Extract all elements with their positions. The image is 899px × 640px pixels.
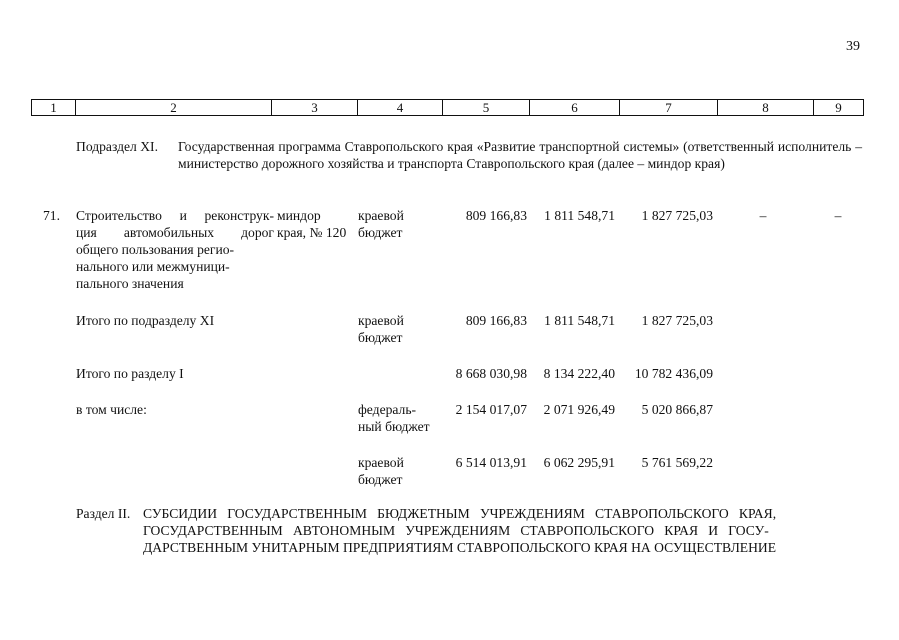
row-executor-line: миндор xyxy=(277,208,321,223)
total-subsection-budget xyxy=(358,312,404,346)
regional-col7: 5 761 569,22 xyxy=(641,455,713,470)
row-executor xyxy=(277,207,346,241)
column-header-cell: 6 xyxy=(530,100,620,116)
regional-col5: 6 514 013,91 xyxy=(455,455,527,470)
federal-col5: 2 154 017,07 xyxy=(455,402,527,417)
column-number-header xyxy=(31,99,864,116)
column-header-cell: 7 xyxy=(620,100,718,116)
column-header-cell: 9 xyxy=(814,100,864,116)
total-section-label: Итого по разделу I xyxy=(76,366,184,381)
total-subsection-col7: 1 827 725,03 xyxy=(641,313,713,328)
section2-title xyxy=(143,505,860,556)
row-executor-line: края, № 120 xyxy=(277,225,347,240)
regional-budget-line: бюджет xyxy=(358,472,403,487)
section2-title-line: ГОСУДАРСТВЕННЫМ АВТОНОМНЫМ УЧРЕЖДЕНИЯМ СТАВРОПОЛЬСКОГО КРАЯ И ГОСУ- xyxy=(143,523,769,538)
column-header-cell: 2 xyxy=(76,100,272,116)
row-value-col6: 1 811 548,71 xyxy=(544,208,615,223)
federal-col6: 2 071 926,49 xyxy=(543,402,615,417)
row-value-col5: 809 166,83 xyxy=(465,208,527,223)
row-number: 71. xyxy=(43,208,60,223)
column-header-cell: 8 xyxy=(718,100,814,116)
total-section-col5: 8 668 030,98 xyxy=(455,366,527,381)
regional-col6: 6 062 295,91 xyxy=(543,455,615,470)
total-section-col6: 8 134 222,40 xyxy=(543,366,615,381)
section2-title-line: СУБСИДИИ ГОСУДАРСТВЕННЫМ БЮДЖЕТНЫМ УЧРЕЖДЕНИЯМ СТАВРОПОЛЬСКОГО КРАЯ, xyxy=(143,506,777,521)
total-subsection-label: Итого по подразделу XI xyxy=(76,313,215,328)
total-subsection-budget-line: краевой xyxy=(358,313,404,328)
column-header-cell: 3 xyxy=(272,100,358,116)
including-label: в том числе: xyxy=(76,402,147,417)
total-section-col7: 10 782 436,09 xyxy=(634,366,713,381)
total-subsection-col6: 1 811 548,71 xyxy=(544,313,615,328)
row-name-line: нального или межмуници- xyxy=(76,259,230,274)
section2-label: Раздел II. xyxy=(76,506,131,521)
section2-title-line: ДАРСТВЕННЫМ УНИТАРНЫМ ПРЕДПРИЯТИЯМ СТАВРОПОЛЬСКОГО КРАЯ НА ОСУЩЕСТВЛЕНИЕ xyxy=(143,540,777,555)
total-subsection-col5: 809 166,83 xyxy=(465,313,527,328)
federal-budget-line: федераль- xyxy=(358,402,417,417)
row-name-line: Строительство и реконструк- xyxy=(76,208,274,223)
subsection-label: Подраздел XI. xyxy=(76,139,158,154)
row-name xyxy=(76,207,274,292)
row-name-line: пального значения xyxy=(76,276,184,291)
regional-budget xyxy=(358,454,404,488)
subsection-title: Государственная программа Ставропольского края «Развитие транспортной системы» (ответственный исполнитель – министерство дорожного хозяйства и транспорта Ставропольского края (далее – миндор края) xyxy=(178,139,862,171)
row-budget-line: бюджет xyxy=(358,225,403,240)
column-header-cell: 1 xyxy=(32,100,76,116)
row-value-col8: – xyxy=(759,208,767,223)
row-value-col7: 1 827 725,03 xyxy=(641,208,713,223)
row-budget xyxy=(358,207,404,241)
row-name-line: общего пользования регио- xyxy=(76,242,235,257)
page-number: 39 xyxy=(846,39,860,54)
regional-budget-line: краевой xyxy=(358,455,404,470)
row-value-col9: – xyxy=(834,208,842,223)
federal-col7: 5 020 866,87 xyxy=(641,402,713,417)
total-subsection-budget-line: бюджет xyxy=(358,330,403,345)
column-header-cell: 4 xyxy=(358,100,443,116)
row-budget-line: краевой xyxy=(358,208,404,223)
row-name-line: ция автомобильных дорог xyxy=(76,225,274,240)
federal-budget-line: ный бюджет xyxy=(358,419,430,434)
federal-budget xyxy=(358,401,430,435)
column-header-cell: 5 xyxy=(443,100,530,116)
